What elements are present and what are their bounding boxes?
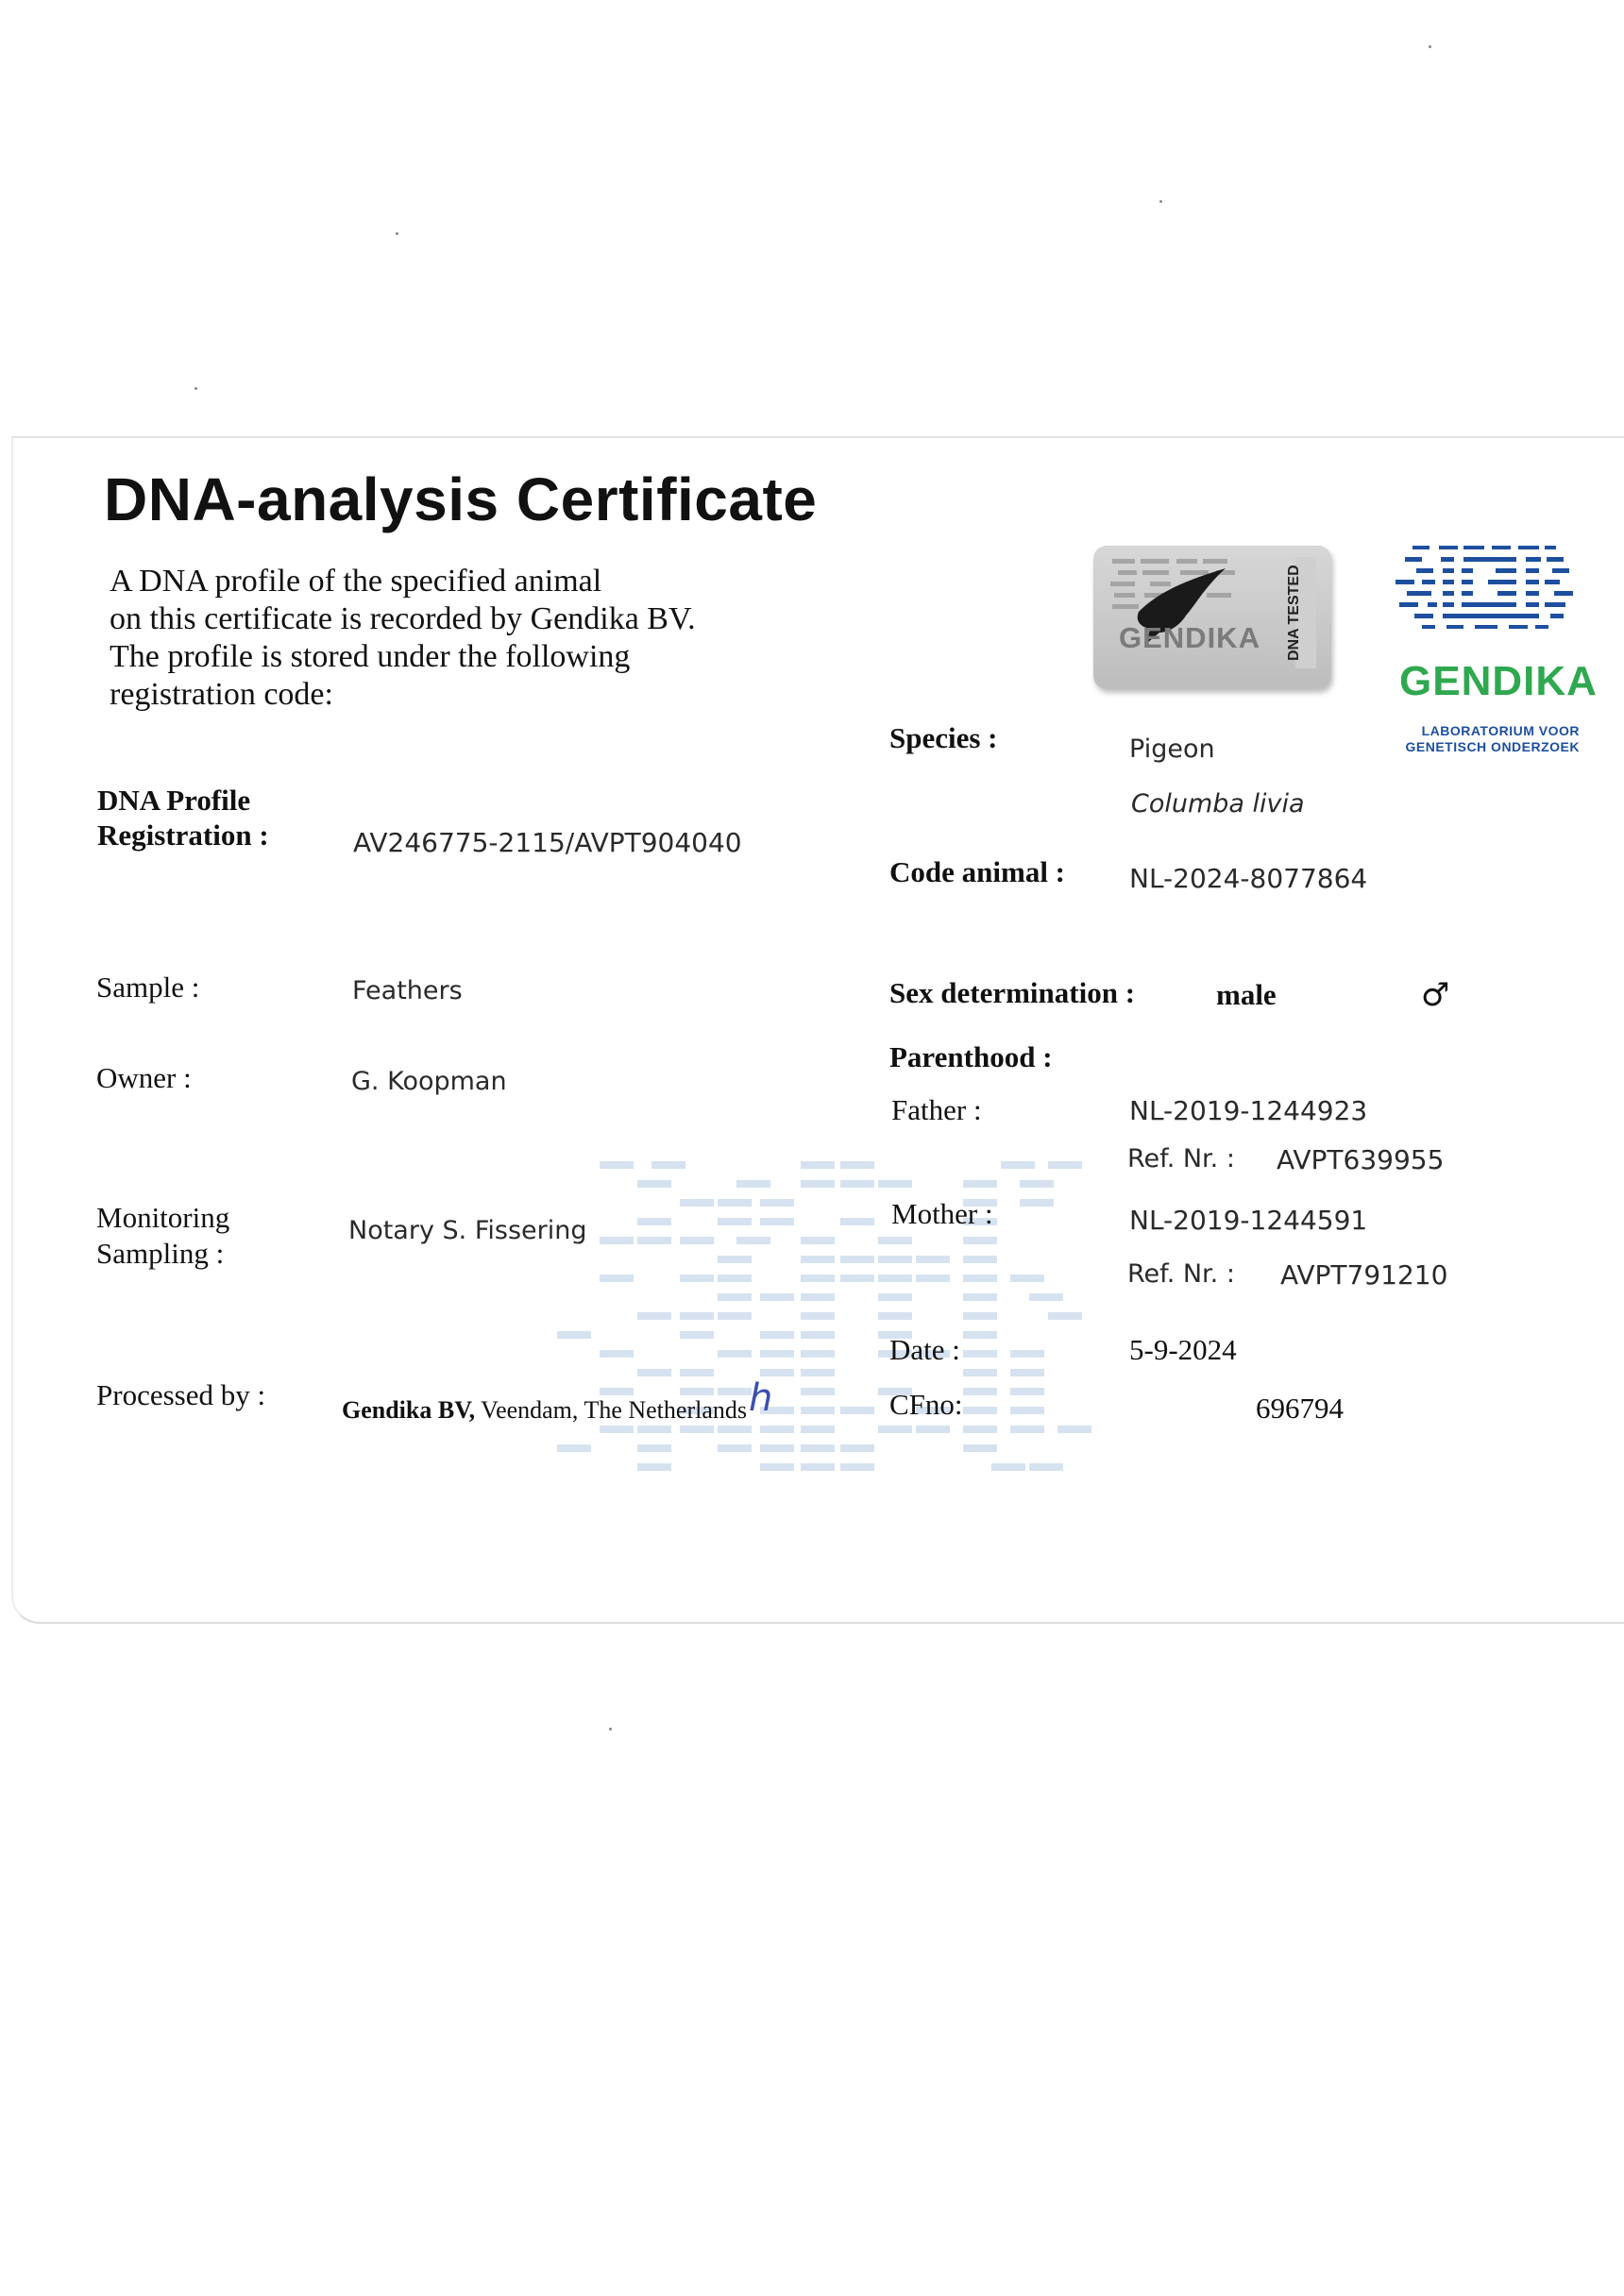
registration-label-line1: DNA Profile <box>97 784 251 817</box>
parenthood-label: Parenthood : <box>889 1040 1053 1073</box>
sample-value: Feathers <box>352 976 463 1005</box>
monitoring-label-line1: Monitoring <box>96 1201 230 1234</box>
intro-line: The profile is stored under the following <box>110 639 631 674</box>
father-ref-value: AVPT639955 <box>1277 1144 1445 1175</box>
intro-line: A DNA profile of the specified animal <box>110 564 602 599</box>
intro-line: registration code: <box>110 677 333 712</box>
scan-speck <box>609 1728 612 1730</box>
code-animal-label: Code animal : <box>889 855 1065 888</box>
sex-label: Sex determination : <box>889 976 1136 1009</box>
mother-value: NL-2019-1244591 <box>1129 1205 1368 1236</box>
processed-label: Processed by : <box>96 1378 266 1411</box>
processed-location: Veendam, The Netherlands <box>475 1396 747 1424</box>
father-ref-label: Ref. Nr. : <box>1127 1144 1235 1173</box>
owner-value: G. Koopman <box>351 1067 507 1096</box>
species-common: Pigeon <box>1129 734 1215 764</box>
gendika-brand-subtitle <box>1400 723 1580 755</box>
gendika-logo-icon <box>1394 544 1582 648</box>
brand-subtitle-line: LABORATORIUM VOOR <box>1421 723 1580 738</box>
code-animal-value: NL-2024-8077864 <box>1129 863 1368 894</box>
registration-code: AV246775-2115/AVPT904040 <box>353 827 742 858</box>
monitoring-value: Notary S. Fissering <box>348 1216 587 1245</box>
handwritten-initial: h <box>748 1376 773 1420</box>
mother-ref-label: Ref. Nr. : <box>1127 1259 1235 1289</box>
dna-label-tested <box>1286 633 1303 661</box>
sex-value: male <box>1216 978 1277 1011</box>
certificate-title: DNA-analysis Certificate <box>104 465 818 533</box>
processed-company: Gendika BV, <box>342 1396 476 1424</box>
scan-speck <box>396 232 398 235</box>
date-label: Date : <box>889 1333 960 1366</box>
species-label: Species : <box>889 721 998 754</box>
scan-speck <box>1159 200 1162 203</box>
intro-line: on this certificate is recorded by Gendika BV. <box>110 601 696 636</box>
brand-subtitle-line: GENETISCH ONDERZOEK <box>1405 739 1580 754</box>
gendika-watermark <box>548 1152 1161 1511</box>
date-value: 5-9-2024 <box>1129 1333 1237 1366</box>
owner-label: Owner : <box>96 1061 192 1094</box>
mother-label: Mother : <box>891 1197 993 1230</box>
monitoring-label-line2: Sampling : <box>96 1237 225 1270</box>
cfno-value: 696794 <box>1256 1392 1344 1425</box>
gendika-brand-name: GENDIKA <box>1399 658 1598 704</box>
registration-label-line2: Registration : <box>97 819 269 852</box>
father-value: NL-2019-1244923 <box>1129 1095 1368 1126</box>
mother-ref-value: AVPT791210 <box>1280 1259 1448 1291</box>
male-symbol-icon: ♂ <box>1421 976 1450 1014</box>
species-latin: Columba livia <box>1131 789 1305 819</box>
scan-speck <box>1429 45 1431 48</box>
processed-value <box>342 1376 773 1427</box>
scan-speck <box>195 387 197 390</box>
cfno-label: CFno: <box>889 1388 963 1421</box>
sample-label: Sample : <box>96 971 200 1004</box>
dna-label-brand: GENDIKA <box>1119 621 1260 654</box>
intro-paragraph <box>110 563 696 714</box>
father-label: Father : <box>891 1093 982 1126</box>
